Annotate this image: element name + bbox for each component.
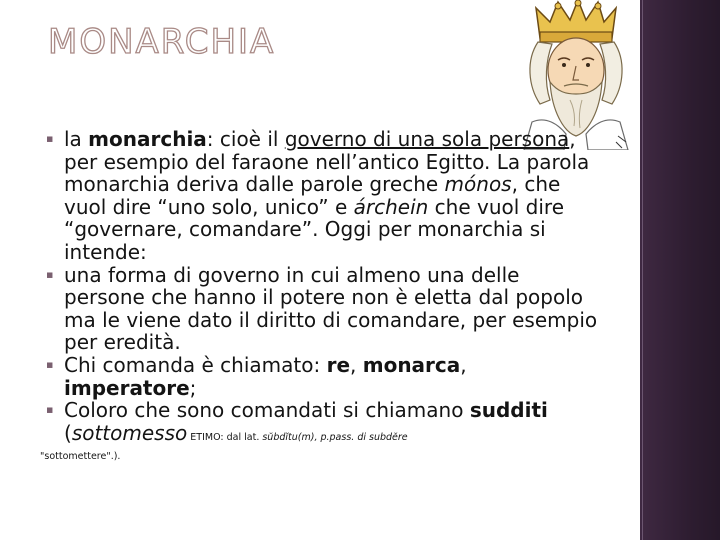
- slide-title: MONARCHIA: [48, 22, 276, 62]
- text-span: che vuol dire “governare, comandare”. Oggi per monarchia si intende:: [64, 194, 565, 264]
- bullet-icon: ▪: [46, 403, 54, 417]
- etymology-note-tail: "sottomettere".).: [40, 451, 121, 463]
- bold-term: imperatore: [64, 375, 190, 400]
- text-span: ,: [460, 352, 467, 377]
- italic-term: mónos: [444, 172, 512, 197]
- text-span: , per esempio del faraone nell’antico Egitto. La parola monarchia deriva dalle parole greche: [64, 127, 590, 197]
- text-span: Coloro che sono comandati si chiamano: [64, 398, 470, 423]
- text-span: Chi comanda è chiamato:: [64, 352, 327, 377]
- text-span: , che vuol dire “uno solo, unico” e: [64, 172, 561, 219]
- italic-term: sottomesso: [71, 420, 188, 445]
- text-span: ETIMO: dal lat.: [187, 431, 263, 443]
- bullet-list: [40, 128, 600, 463]
- bold-term: monarca: [362, 352, 461, 377]
- bold-term: sudditi: [469, 398, 548, 423]
- underlined-text: governo di una sola persona: [284, 127, 570, 151]
- text-span: una forma di governo in cui almeno una delle persone che hanno il potere non è eletta dal popolo ma le viene dato il diritto di comandare, per esempio per eredità.: [64, 262, 598, 355]
- italic-term: sŭbdĭtu(m), p.pass. di subdĕre: [262, 431, 408, 443]
- text-span: ;: [189, 375, 197, 400]
- decorative-sidebar: [640, 0, 720, 540]
- bold-term: monarchia: [88, 127, 207, 151]
- text-span: ,: [350, 352, 363, 377]
- bold-term: re: [326, 352, 351, 377]
- list-item: [40, 354, 600, 399]
- text-span: : cioè il: [206, 127, 285, 151]
- etymology-note: [187, 432, 407, 443]
- list-item: [40, 264, 600, 354]
- text-span: (: [64, 420, 72, 445]
- italic-term: árchein: [353, 194, 429, 219]
- list-item: [40, 128, 600, 264]
- bullet-icon: ▪: [46, 357, 54, 371]
- list-item: [40, 399, 600, 463]
- bullet-icon: ▪: [46, 267, 54, 281]
- bullet-icon: ▪: [46, 132, 54, 145]
- text-span: la: [64, 127, 89, 151]
